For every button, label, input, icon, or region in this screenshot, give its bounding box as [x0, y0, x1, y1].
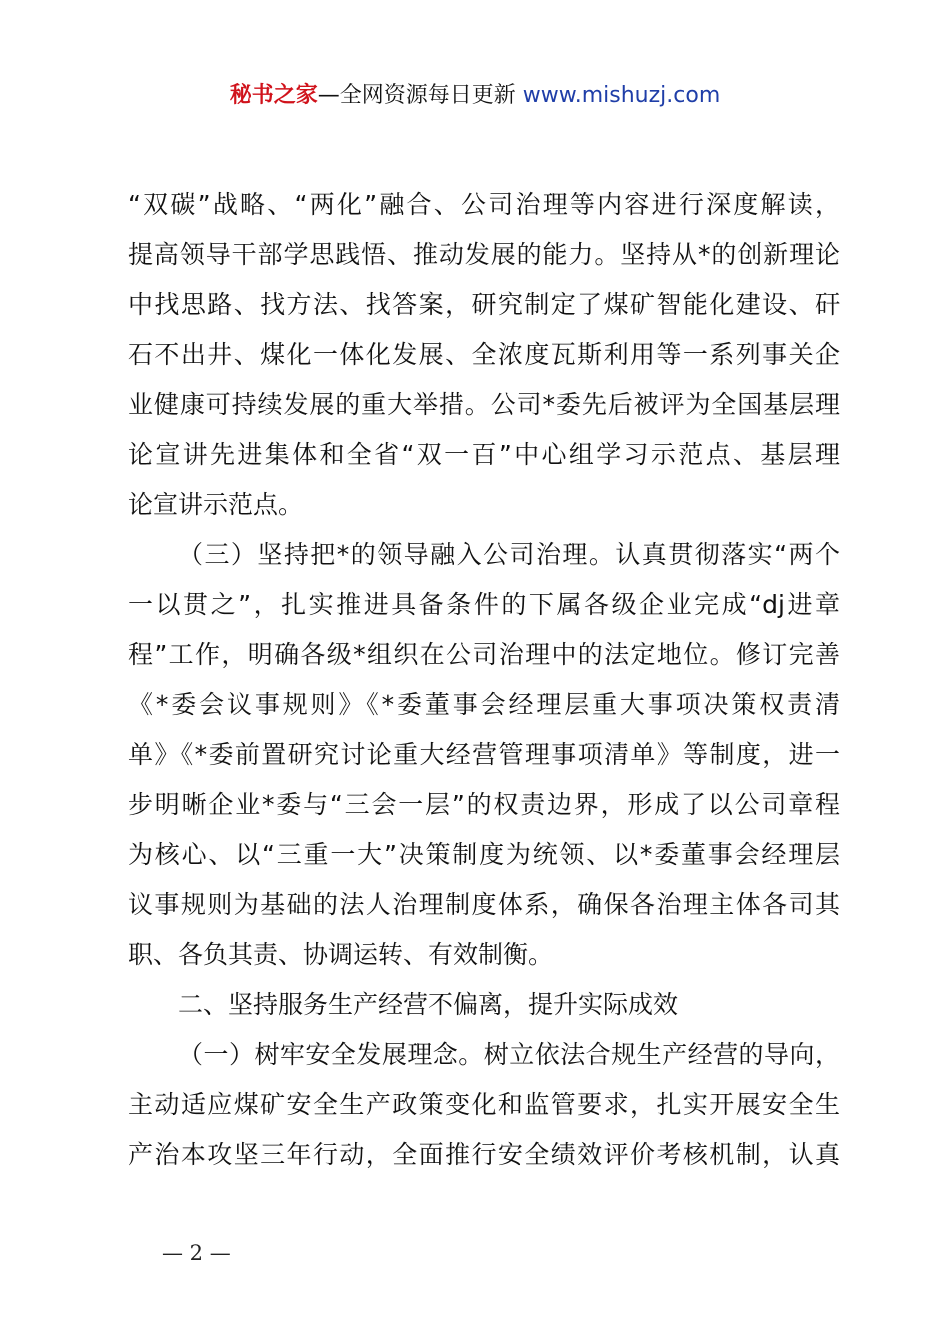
section-heading: 二、坚持服务生产经营不偏离，提升实际成效 [178, 990, 679, 1019]
body-line: 程”工作，明确各级*组织在公司治理中的法定地位。修订完善 [128, 640, 840, 669]
body-line: （三）坚持把*的领导融入公司治理。认真贯彻落实“两个 [178, 540, 840, 569]
body-line: 《*委会议事规则》《*委董事会经理层重大事项决策权责清 [128, 690, 840, 719]
body-line: 职、各负其责、协调运转、有效制衡。 [128, 940, 554, 969]
body-line: 主动适应煤矿安全生产政策变化和监管要求，扎实开展安全生 [128, 1090, 840, 1119]
body-line: 产治本攻坚三年行动，全面推行安全绩效评价考核机制，认真 [128, 1140, 840, 1169]
body-line: 一以贯之”，扎实推进具备条件的下属各级企业完成“dj进章 [128, 590, 840, 619]
document-body [128, 180, 840, 1180]
body-line: 单》《*委前置研究讨论重大经营管理事项清单》等制度，进一 [128, 740, 840, 769]
body-line: 中找思路、找方法、找答案，研究制定了煤矿智能化建设、矸 [128, 290, 840, 319]
body-line: 为核心、以“三重一大”决策制度为统领、以*委董事会经理层 [128, 840, 840, 869]
body-line: 提高领导干部学思践悟、推动发展的能力。坚持从*的创新理论 [128, 240, 840, 269]
site-tagline: —全网资源每日更新 [317, 83, 516, 108]
body-line: 论宣讲示范点。 [128, 490, 304, 519]
page-number: — 2 — [162, 1241, 231, 1265]
body-line: 步明晰企业*委与“三会一层”的权责边界，形成了以公司章程 [128, 790, 840, 819]
body-line: （一）树牢安全发展理念。树立依法合规生产经营的导向， [178, 1040, 840, 1069]
body-line: “双碳”战略、“两化”融合、公司治理等内容进行深度解读， [128, 190, 840, 219]
site-brand: 秘书之家 [229, 83, 318, 108]
body-line: 业健康可持续发展的重大举措。公司*委先后被评为全国基层理 [128, 390, 840, 419]
body-line: 议事规则为基础的法人治理制度体系，确保各治理主体各司其 [128, 890, 840, 919]
body-line: 论宣讲先进集体和全省“双一百”中心组学习示范点、基层理 [128, 440, 840, 469]
site-header [0, 80, 950, 112]
body-line: 石不出井、煤化一体化发展、全浓度瓦斯利用等一系列事关企 [128, 340, 840, 369]
site-url-link[interactable]: www.mishuzj.com [522, 83, 721, 108]
